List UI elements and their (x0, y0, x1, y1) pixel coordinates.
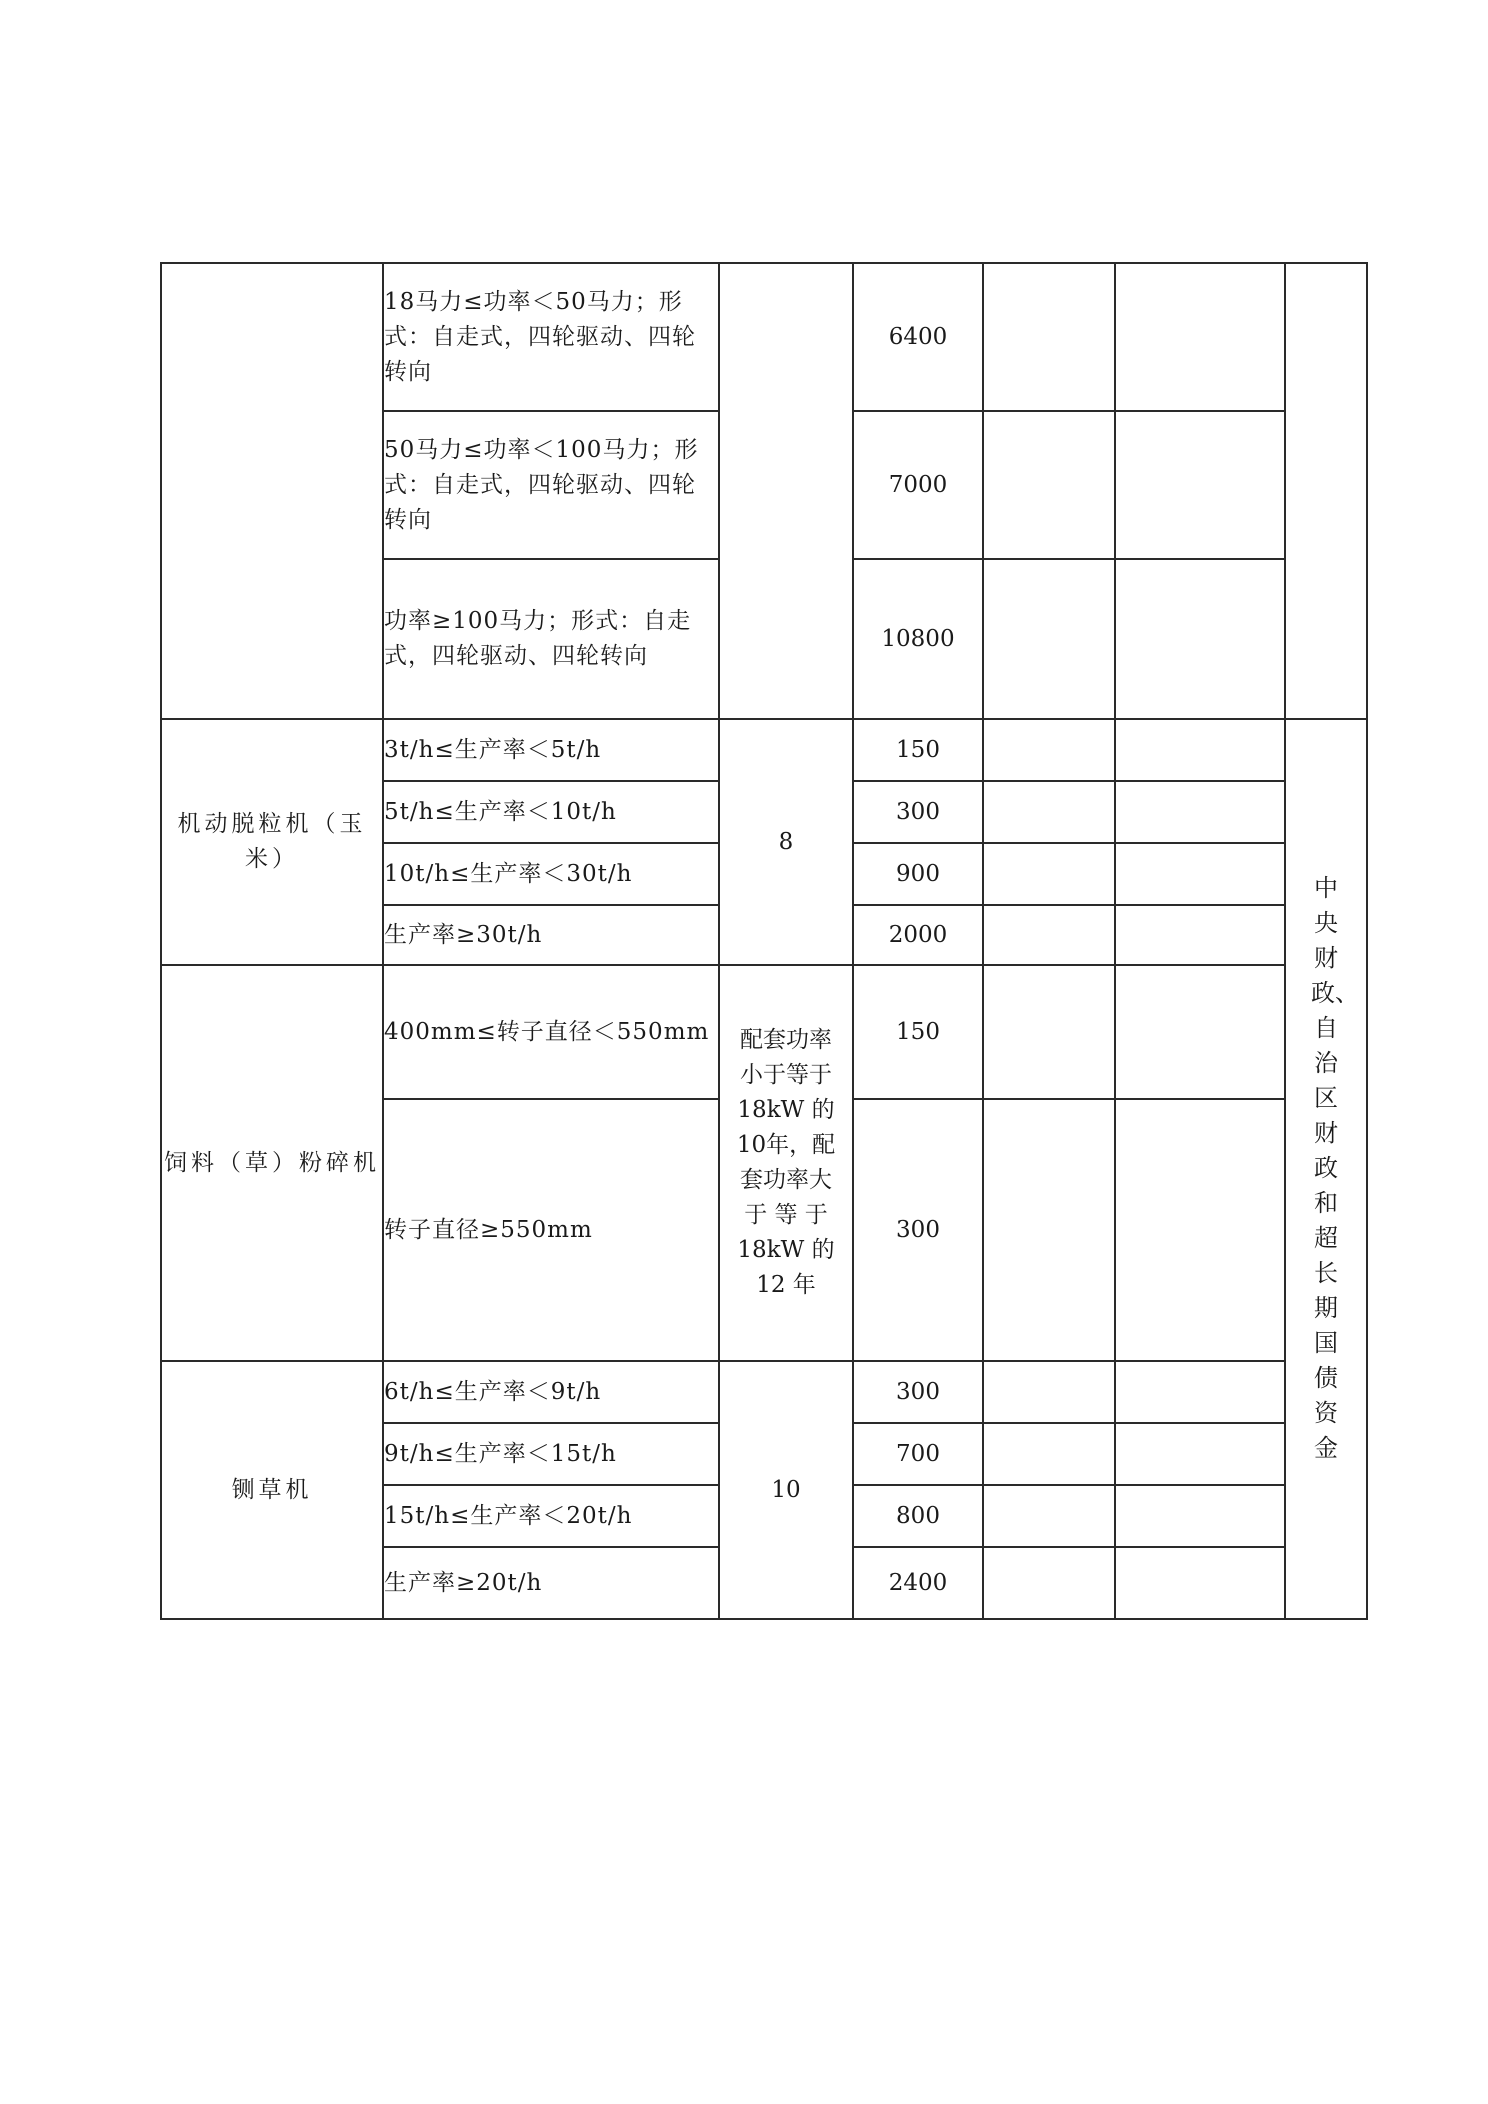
years-cell (719, 965, 853, 1361)
blank-cell (983, 965, 1115, 1099)
amount-cell: 800 (853, 1485, 983, 1547)
source-cell-empty (1285, 263, 1367, 719)
spec-cell: 50马力≤功率＜100马力；形式：自走式，四轮驱动、四轮转向 (383, 411, 719, 559)
spec-cell: 18马力≤功率＜50马力；形式：自走式，四轮驱动、四轮转向 (383, 263, 719, 411)
spec-cell: 生产率≥20t/h (383, 1547, 719, 1619)
table-row (161, 263, 1367, 411)
funding-source-cell (1285, 719, 1367, 1619)
blank-cell (1115, 1423, 1285, 1485)
blank-cell (1115, 1099, 1285, 1361)
years-line: 套功率大 (740, 1167, 832, 1193)
spec-cell: 10t/h≤生产率＜30t/h (383, 843, 719, 905)
amount-cell: 150 (853, 719, 983, 781)
blank-cell (1115, 905, 1285, 965)
spec-cell: 6t/h≤生产率＜9t/h (383, 1361, 719, 1423)
years-cell: 10 (719, 1361, 853, 1619)
blank-cell (983, 1099, 1115, 1361)
table-row (161, 719, 1367, 781)
blank-cell (983, 781, 1115, 843)
spec-cell: 5t/h≤生产率＜10t/h (383, 781, 719, 843)
years-line: 配套功率 (740, 1027, 832, 1053)
amount-cell: 7000 (853, 411, 983, 559)
blank-cell (983, 411, 1115, 559)
blank-cell (983, 1423, 1115, 1485)
blank-cell (1115, 781, 1285, 843)
table-row (161, 965, 1367, 1099)
amount-cell: 10800 (853, 559, 983, 719)
years-cell: 8 (719, 719, 853, 965)
blank-cell (1115, 263, 1285, 411)
blank-cell (1115, 965, 1285, 1099)
years-line: 18kW 的 (737, 1097, 835, 1123)
blank-cell (1115, 1361, 1285, 1423)
blank-cell (983, 1547, 1115, 1619)
spec-cell: 生产率≥30t/h (383, 905, 719, 965)
amount-cell: 150 (853, 965, 983, 1099)
spec-cell: 15t/h≤生产率＜20t/h (383, 1485, 719, 1547)
subsidy-table (160, 262, 1368, 1620)
spec-cell: 3t/h≤生产率＜5t/h (383, 719, 719, 781)
spec-cell: 400mm≤转子直径＜550mm (383, 965, 719, 1099)
spec-cell: 功率≥100马力；形式：自走式，四轮驱动、四轮转向 (383, 559, 719, 719)
category-cell: 铡草机 (161, 1361, 383, 1619)
years-line: 小于等于 (740, 1062, 832, 1088)
amount-cell: 2400 (853, 1547, 983, 1619)
years-line: 于 等 于 (744, 1202, 828, 1228)
blank-cell (983, 719, 1115, 781)
blank-cell (1115, 1485, 1285, 1547)
amount-cell: 300 (853, 1099, 983, 1361)
blank-cell (1115, 559, 1285, 719)
blank-cell (983, 1485, 1115, 1547)
amount-cell: 700 (853, 1423, 983, 1485)
funding-source-text: 中央财政、自治区财政和超长期国债资金 (1311, 874, 1359, 1462)
spec-cell: 9t/h≤生产率＜15t/h (383, 1423, 719, 1485)
amount-cell: 300 (853, 1361, 983, 1423)
blank-cell (983, 263, 1115, 411)
amount-cell: 900 (853, 843, 983, 905)
blank-cell (983, 843, 1115, 905)
blank-cell (983, 559, 1115, 719)
years-line: 10年，配 (736, 1132, 836, 1158)
spec-cell: 转子直径≥550mm (383, 1099, 719, 1361)
years-line: 18kW 的 (737, 1237, 835, 1263)
blank-cell (983, 905, 1115, 965)
blank-cell (983, 1361, 1115, 1423)
table-row (161, 1361, 1367, 1423)
category-cell: 饲料（草）粉碎机 (161, 965, 383, 1361)
amount-cell: 6400 (853, 263, 983, 411)
amount-cell: 2000 (853, 905, 983, 965)
blank-cell (1115, 719, 1285, 781)
category-cell-empty (161, 263, 383, 719)
amount-cell: 300 (853, 781, 983, 843)
blank-cell (1115, 843, 1285, 905)
category-cell: 机动脱粒机（玉米） (161, 719, 383, 965)
blank-cell (1115, 1547, 1285, 1619)
blank-cell (1115, 411, 1285, 559)
years-line: 12 年 (756, 1272, 816, 1298)
years-cell-empty (719, 263, 853, 719)
